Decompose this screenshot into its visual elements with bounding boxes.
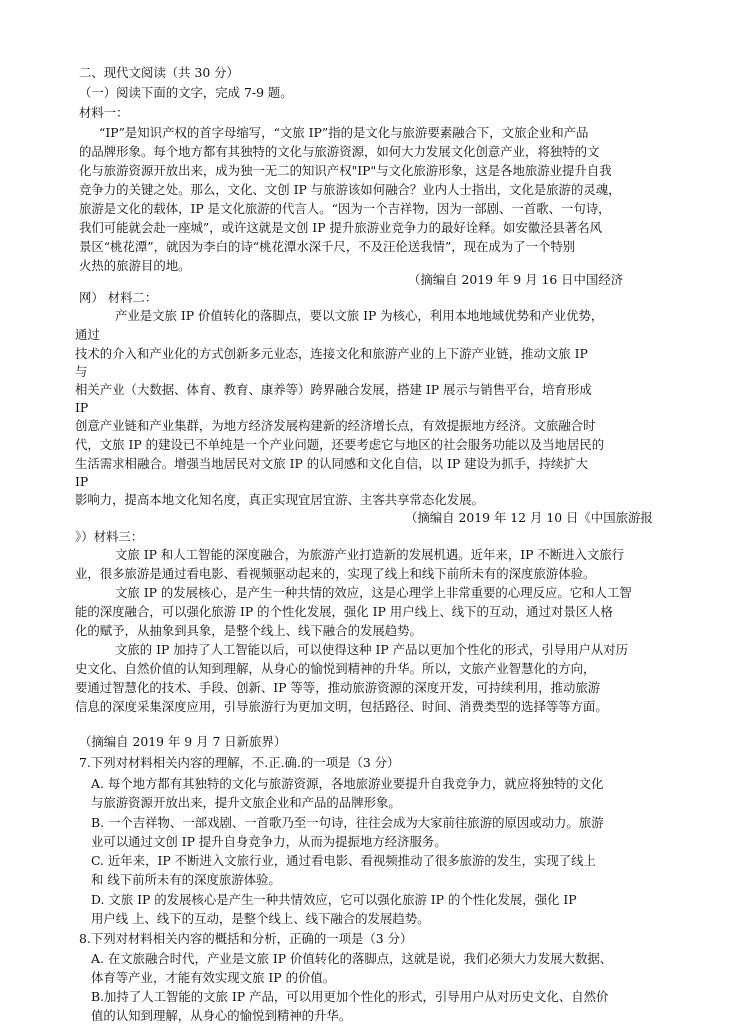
text-line: 创意产业链和产业集群，为地方经济发展构建新的经济增长点，有效提振地方经济。文旅融合时 [75,418,596,433]
text-line: B. 一个吉祥物、一部戏剧、一首歌乃至一句诗，往往会成为大家前往旅游的原因或动力。旅游 [91,815,604,830]
text-line: 和 线下前所未有的深度旅游体验。 [91,872,281,887]
text-line: A. 在文旅融合时代，产业是文旅 IP 价值转化的落脚点，这就是说，我们必须大力发展大数据、 [91,951,613,966]
text-line: 业可以通过文创 IP 提升自身竞争力，从而为提振地方经济服务。 [91,834,447,849]
text-line: （摘编自 2019 年 9 月 7 日新旅界） [79,734,287,749]
text-line: 用户线 上、线下的互动，是整个线上、线下融合的发展趋势。 [91,911,430,926]
text-line: 》）材料三： [75,529,144,544]
text-line: 文旅 IP 和人工智能的深度融合，为旅游产业打造新的发展机遇。近年来，IP 不断进入文旅行 [115,547,625,562]
text-line: 影响力，提高本地文化知名度，真正实现宜居宜游、主客共享常态化发展。 [75,492,484,507]
text-line: 相关产业（大数据、体育、教育、康养等）跨界融合发展，搭建 IP 展示与销售平台，培育形成 [75,382,592,397]
text-line: 文旅 IP 的发展核心，是产生一种共情的效应，这是心理学上非常重要的心理反应。它和人工智 [115,585,632,600]
text-line: 竞争力的关键之处。那么，文化、文创 IP 与旅游该如何融合？业内人士指出，文化是旅游的灵魂， [79,182,621,197]
text-line: IP [75,400,89,415]
text-line: 7.下列对材料相关内容的理解，不.正.确.的一项是（3 分） [79,755,400,770]
text-line: 代，文旅 IP 的建设已不单纯是一个产业问题，还要考虑它与地区的社会服务功能以及当地居民的 [75,437,605,452]
text-line: （一）阅读下面的文字，完成 7-9 题。 [79,85,293,100]
text-line: 的品牌形象。每个地方都有其独特的文化与旅游资源，如何大力发展文化创意产业，将独特的文 [79,144,600,159]
text-line: 火热的旅游目的地。 [79,258,191,273]
text-line: 8.下列对材料相关内容的概括和分析，正确的一项是（3 分） [79,931,413,946]
text-line: 文旅的 IP 加持了人工智能以后，可以使得这种 IP 产品以更加个性化的形式，引导用户从对历 [115,642,629,657]
text-line: “IP”是知识产权的首字母缩写，“文旅 IP”指的是文化与旅游要素融合下，文旅企业和产品 [99,125,589,140]
text-line: D. 文旅 IP 的发展核心是产生一种共情效应，它可以强化旅游 IP 的个性化发展，强化 IP [91,892,577,907]
text-line: 生活需求相融合。增强当地居民对文旅 IP 的认同感和文化自信，以 IP 建设为抓手，持续扩大 [75,456,589,471]
text-line: 体育等产业，才能有效实现文旅 IP 的价值。 [91,970,336,985]
text-line: IP [75,474,89,489]
text-line: A. 每个地方都有其独特的文化与旅游资源，各地旅游业要提升自我竞争力，就应将独特的文化 [91,776,604,791]
text-line: 我们可能就会赴一座城”，或许这就是文创 IP 提升旅游业竞争力的最好诠释。如安徽泾县著名风 [79,220,603,235]
text-line: 景区“桃花潭”，就因为李白的诗“桃花潭水深千尺，不及汪伦送我情”，现在成为了一个特别 [79,239,576,254]
text-line: 与 [75,364,88,379]
text-line: 材料一： [79,105,129,120]
text-line: 化的赋予，从抽象到具象，是整个线上、线下融合的发展趋势。 [75,623,422,638]
text-line: （摘编自 2019 年 9 月 16 日中国经济 [408,272,624,287]
text-line: 化与旅游资源开放出来，成为独一无二的知识产权"IP"与文化旅游形象，这是各地旅游业提升自我 [79,163,612,178]
text-line: 通过 [75,327,100,342]
text-line: B.加持了人工智能的文旅 IP 产品，可以用更加个性化的形式，引导用户从对历史文化、自然价 [91,989,609,1004]
text-line: 要通过智慧化的技术、手段、创新、IP 等等，推动旅游资源的深度开发，可持续利用，推动旅游 [75,680,601,695]
text-line: 网） 材料二： [79,290,158,305]
text-line: 信息的深度采集深度应用，引导旅游行为更加文明，包括路径、时间、消费类型的选择等等方面。 [75,699,608,714]
text-line: 与旅游资源开放出来，提升文旅企业和产品的品牌形象。 [91,795,401,810]
text-line: 业，很多旅游是通过看电影、看视频驱动起来的，实现了线上和线下前所未有的深度旅游体验。 [75,566,596,581]
text-line: 技术的介入和产业化的方式创新多元业态，连接文化和旅游产业的上下游产业链，推动文旅 IP [75,346,588,361]
text-line: 史文化、自然价值的认知到理解，从身心的愉悦到精神的升华。所以，文旅产业智慧化的方向， [75,661,596,676]
text-line: 旅游是文化的载体，IP 是文化旅游的代言人。“因为一个吉祥物，因为一部剧、一首歌、一句诗， [79,201,611,216]
text-line: 能的深度融合，可以强化旅游 IP 的个性化发展，强化 IP 用户线上、线下的互动，通过对景区人格 [75,604,613,619]
text-line: 二、现代文阅读（共 30 分） [79,65,239,80]
text-line: （摘编自 2019 年 12 月 10 日《中国旅游报 [405,510,653,525]
text-line: 产业是文旅 IP 价值转化的落脚点，要以文旅 IP 为核心，利用本地地域优势和产业优势， [115,308,604,323]
text-line: C. 近年来，IP 不断进入文旅行业，通过看电影、看视频推动了很多旅游的发生，实现了线上 [91,853,596,868]
text-line: 值的认知到理解，从身心的愉悦到精神的升华。 [91,1008,352,1023]
